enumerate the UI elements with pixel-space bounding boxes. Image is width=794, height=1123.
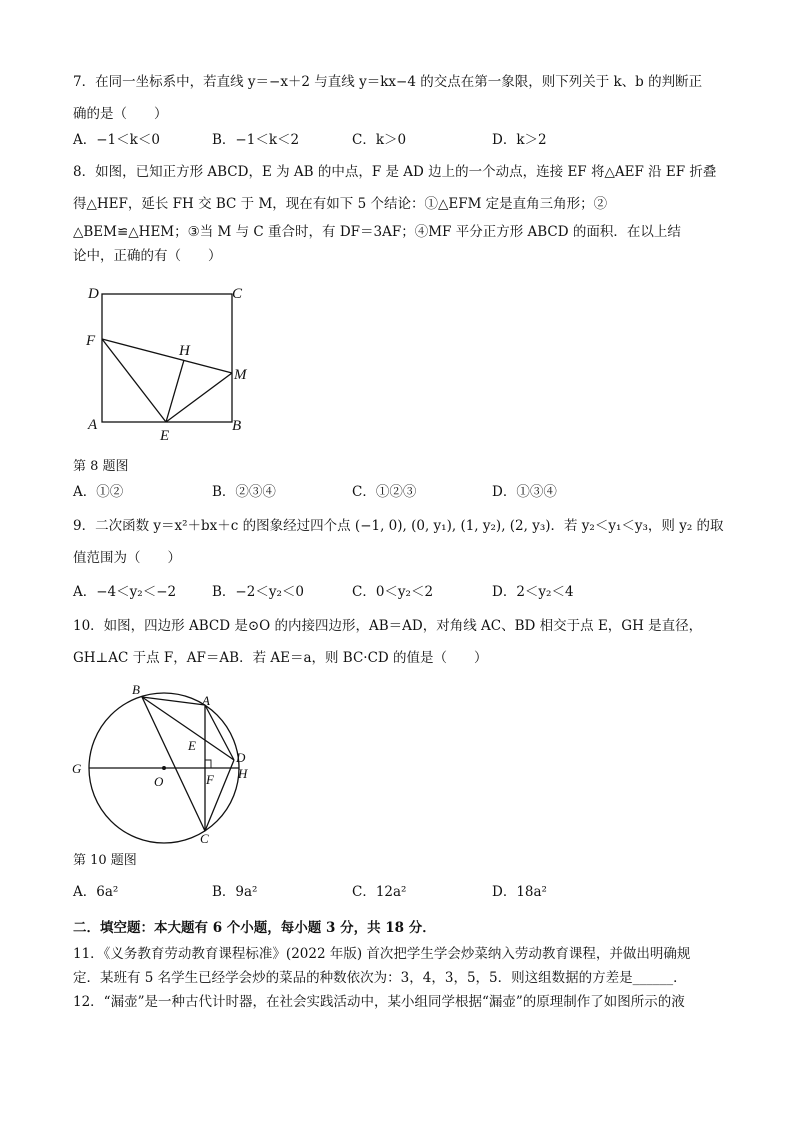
- q8-stem-line4: 论中，正确的有（ ）: [73, 248, 222, 264]
- q8-label-e: E: [160, 428, 170, 444]
- q10-right-angle-mark: [205, 760, 211, 768]
- q10-label-g: G: [72, 761, 82, 776]
- q7-option-c[interactable]: C．k＞0: [352, 132, 407, 148]
- q8-label-c: C: [232, 286, 243, 302]
- q9-option-a[interactable]: A．−4＜y₂＜−2: [73, 584, 177, 600]
- q8-label-a: A: [88, 417, 98, 433]
- q8-segment-fm: [102, 339, 232, 373]
- q8-segment-fe: [102, 339, 166, 422]
- q10-stem-line2: GH⊥AC 于点 F，AF＝AB．若 AE＝a，则 BC·CD 的值是（ ）: [73, 650, 488, 666]
- q9-option-c[interactable]: C．0＜y₂＜2: [352, 584, 434, 600]
- q8-stem-line3: △BEM≌△HEM；③当 M 与 C 重合时，有 DF＝3AF；④MF 平分正方形 ABCD 的面积．在以上结: [73, 224, 681, 240]
- q10-label-e: E: [188, 738, 196, 753]
- q7-stem-line1: 7．在同一坐标系中，若直线 y＝−x＋2 与直线 y＝kx−4 的交点在第一象限，则下列关于 k、b 的判断正: [73, 74, 703, 90]
- q8-label-b: B: [232, 418, 242, 434]
- q7-option-b[interactable]: B．−1＜k＜2: [212, 132, 300, 148]
- q8-label-d: D: [88, 286, 99, 302]
- q10-center-dot: [162, 766, 166, 770]
- q10-figure-caption: 第 10 题图: [73, 853, 137, 868]
- q10-option-c[interactable]: C．12a²: [352, 884, 407, 900]
- q10-option-b[interactable]: B．9a²: [212, 884, 258, 900]
- q10-label-f: F: [206, 772, 214, 787]
- q8-option-a[interactable]: A．①②: [73, 484, 124, 500]
- q7-option-d[interactable]: D．k＞2: [492, 132, 547, 148]
- q10-label-a: A: [202, 693, 210, 708]
- q9-option-b[interactable]: B．−2＜y₂＜0: [212, 584, 304, 600]
- q7-stem-line2: 确的是（ ）: [73, 106, 168, 122]
- q8-segment-em: [166, 373, 232, 422]
- q10-label-d: D: [236, 750, 246, 765]
- q12-stem-line1: 12．“漏壶”是一种古代计时器，在社会实践活动中，某小组同学根据“漏壶”的原理制作了如图所示的液: [73, 994, 685, 1010]
- q10-label-b: B: [132, 682, 140, 697]
- q8-figure-caption: 第 8 题图: [73, 459, 129, 474]
- q10-label-h: H: [238, 766, 248, 781]
- q10-label-o: O: [154, 774, 164, 789]
- q10-chord-bc: [142, 697, 205, 831]
- q9-stem-line1: 9．二次函数 y＝x²＋bx＋c 的图象经过四个点 (−1, 0), (0, y₁), (1, y₂), (2, y₃)．若 y₂＜y₁＜y₃，则 y₂ 的取: [73, 518, 724, 534]
- q10-option-a[interactable]: A．6a²: [73, 884, 119, 900]
- q10-chord-dc: [205, 760, 234, 831]
- q8-square-abcd: [102, 294, 232, 422]
- q8-segment-eh: [166, 360, 184, 422]
- q8-label-h: H: [179, 343, 190, 359]
- q8-option-c[interactable]: C．①②③: [352, 484, 417, 500]
- q8-label-m: M: [234, 367, 247, 383]
- q8-option-b[interactable]: B．②③④: [212, 484, 276, 500]
- section2-heading: 二．填空题：本大题有 6 个小题，每小题 3 分，共 18 分．: [73, 920, 436, 936]
- q10-label-c: C: [200, 831, 209, 846]
- q8-option-d[interactable]: D．①③④: [492, 484, 557, 500]
- q10-circle-figure: [66, 680, 266, 850]
- q9-stem-line2: 值范围为（ ）: [73, 550, 181, 566]
- q9-option-d[interactable]: D．2＜y₂＜4: [492, 584, 574, 600]
- q10-option-d[interactable]: D．18a²: [492, 884, 547, 900]
- q11-stem-line1: 11．《义务教育劳动教育课程标准》(2022 年版) 首次把学生学会炒菜纳入劳动教育课程，并做出明确规: [73, 946, 691, 962]
- q7-option-a[interactable]: A．−1＜k＜0: [73, 132, 160, 148]
- q8-label-f: F: [86, 333, 96, 349]
- q10-stem-line1: 10．如图，四边形 ABCD 是⊙O 的内接四边形，AB＝AD，对角线 AC、BD 相交于点 E，GH 是直径，: [73, 618, 703, 634]
- q8-square-figure: [80, 280, 260, 445]
- q8-stem-line1: 8．如图，已知正方形 ABCD，E 为 AB 的中点，F 是 AD 边上的一个动点，连接 EF 将△AEF 沿 EF 折叠: [73, 164, 717, 180]
- q8-stem-line2: 得△HEF，延长 FH 交 BC 于 M，现在有如下 5 个结论：①△EFM 定是直角三角形；②: [73, 196, 608, 212]
- q11-stem-line2: 定．某班有 5 名学生已经学会炒的菜品的种数依次为：3，4，3，5，5．则这组数据的方差是______．: [73, 970, 687, 986]
